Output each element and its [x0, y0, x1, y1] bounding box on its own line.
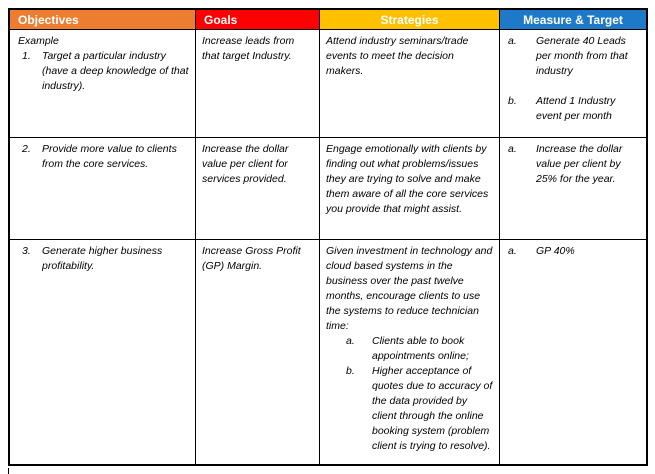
- cell-objective-3: [10, 240, 196, 464]
- measure-1b-text: Attend 1 Industry event per month: [536, 95, 616, 122]
- text-cursor-tick: [8, 468, 9, 474]
- strategy-3a-item: [344, 334, 493, 364]
- objective-3-item: [16, 244, 189, 274]
- measure-2a-item: [506, 142, 640, 187]
- header-measure-target: [500, 10, 646, 30]
- cell-goal-2: [196, 138, 320, 240]
- cell-objective-2: [10, 138, 196, 240]
- cell-goal-1: [196, 30, 320, 138]
- cell-measure-1: [500, 30, 646, 138]
- measure-1b-item: [506, 94, 640, 124]
- measure-3a-number: a.: [508, 245, 517, 257]
- measure-1a-item: [506, 34, 640, 79]
- objective-2-text: Provide more value to clients from the core services.: [42, 143, 177, 170]
- strategy-3a-text: Clients able to book appointments online;: [372, 335, 469, 362]
- measure-2a-number: a.: [508, 143, 517, 155]
- header-objectives: [10, 10, 196, 30]
- measure-3a-item: [506, 244, 640, 259]
- cell-strategy-3: [320, 240, 500, 464]
- cell-strategy-1: [320, 30, 500, 138]
- header-strategies-label: Strategies: [380, 12, 439, 27]
- strategy-3b-item: [344, 364, 493, 454]
- strategy-3-sublist: [344, 334, 493, 454]
- objective-3-number: 3.: [22, 245, 31, 257]
- header-objectives-label: Objectives: [18, 12, 79, 27]
- strategy-3a-number: a.: [346, 335, 355, 347]
- cell-strategy-2: [320, 138, 500, 240]
- header-strategies: [320, 10, 500, 30]
- goal-2-text: Increase the dollar value per client for services provided.: [202, 143, 289, 185]
- objective-1-number: 1.: [22, 50, 31, 62]
- strategy-3b-number: b.: [346, 365, 355, 377]
- header-goals-label: Goals: [204, 12, 238, 27]
- strategy-3-text: Given investment in technology and cloud based systems in the business over the past twelve months, encourage clients to use the systems to reduce technician time:: [326, 245, 493, 332]
- cell-goal-3: [196, 240, 320, 464]
- cell-measure-2: [500, 138, 646, 240]
- cell-objective-1: [10, 30, 196, 138]
- objective-3-text: Generate higher business profitability.: [42, 245, 163, 272]
- objective-2-item: [16, 142, 189, 172]
- header-measure-target-label: Measure & Target: [523, 12, 623, 27]
- objective-2-number: 2.: [22, 143, 31, 155]
- goal-1-text: Increase leads from that target Industry.: [202, 35, 295, 62]
- measure-1a-text: Generate 40 Leads per month from that industry: [536, 35, 628, 77]
- objective-1-text: Target a particular industry (have a deep knowledge of that industry).: [42, 50, 189, 92]
- example-label: Example: [18, 35, 59, 47]
- cell-measure-3: [500, 240, 646, 464]
- measure-3a-text: GP 40%: [536, 245, 575, 257]
- strategy-2-text: Engage emotionally with clients by finding out what problems/issues they are trying to solve and make them aware of all the core services you provide that might assist.: [326, 143, 489, 215]
- strategy-3b-text: Higher acceptance of quotes due to accuracy of the data provided by client through the online booking system (problem client is trying to resolve).: [372, 365, 493, 452]
- measure-1b-number: b.: [508, 95, 517, 107]
- measure-1a-number: a.: [508, 35, 517, 47]
- strategy-1-text: Attend industry seminars/trade events to meet the decision makers.: [326, 35, 469, 77]
- goals-strategy-table: [8, 8, 648, 466]
- objective-1-item: [16, 49, 189, 94]
- header-goals: [196, 10, 320, 30]
- measure-2a-text: Increase the dollar value per client by 25% for the year.: [536, 143, 623, 185]
- goal-3-text: Increase Gross Profit (GP) Margin.: [202, 245, 301, 272]
